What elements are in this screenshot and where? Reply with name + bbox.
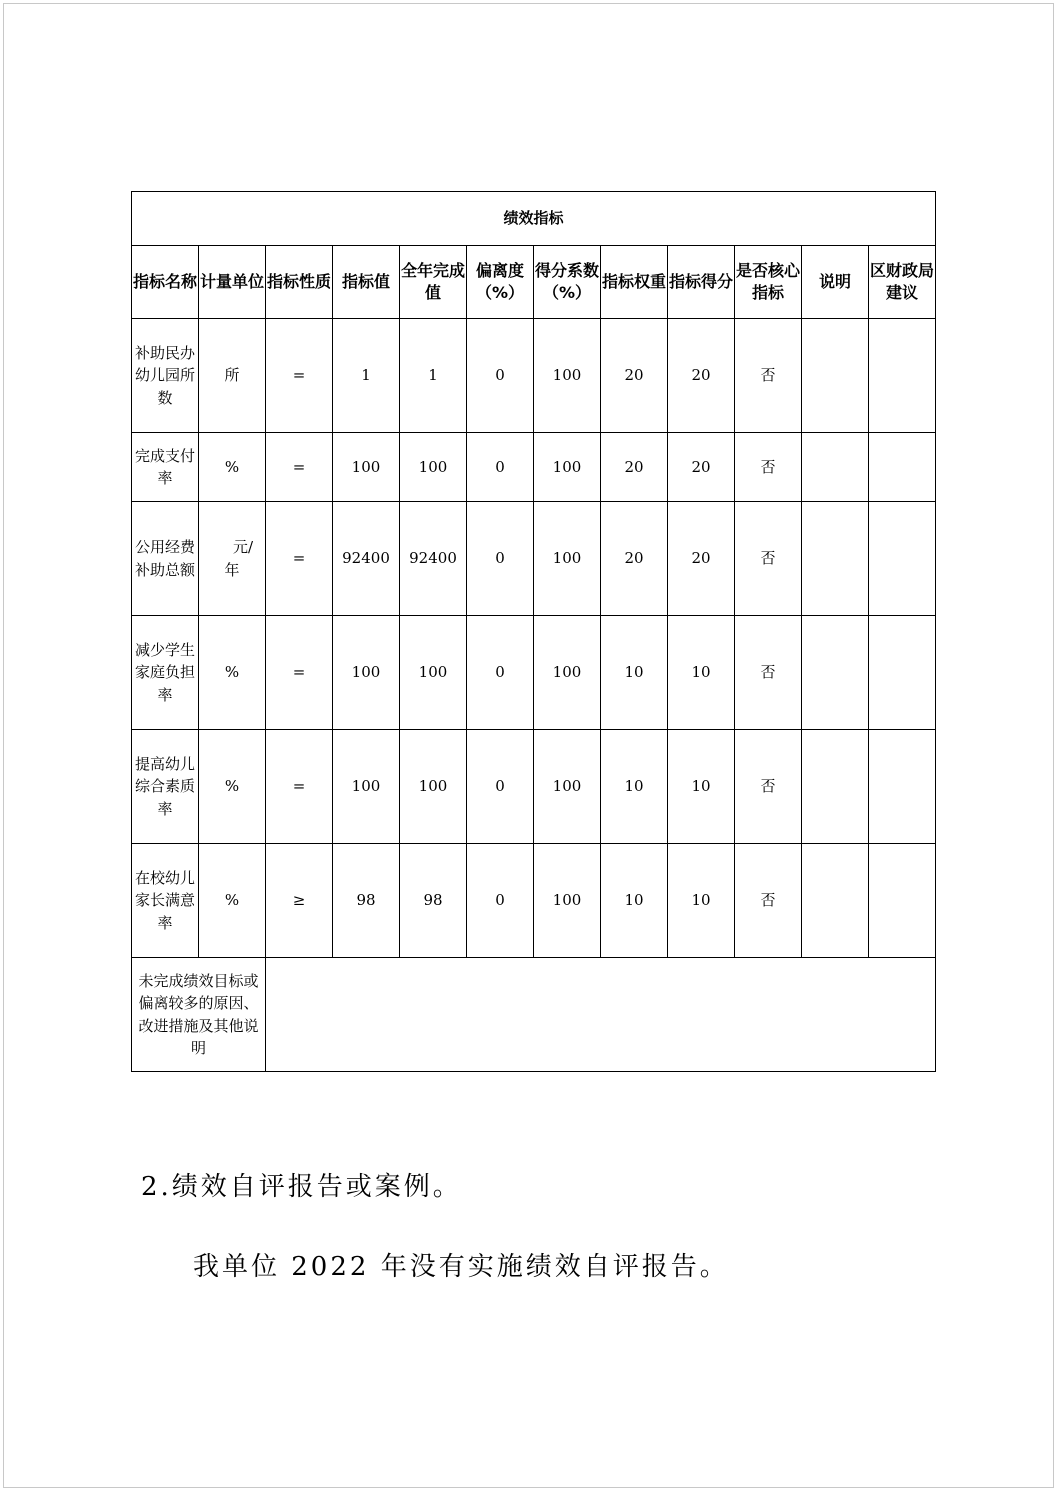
- note-cell: [802, 319, 869, 433]
- advice-cell: [869, 616, 936, 730]
- unit-cell: %: [199, 730, 266, 844]
- nature-cell: =: [266, 433, 333, 502]
- target-cell: 100: [333, 616, 400, 730]
- core-cell: 否: [735, 616, 802, 730]
- deviation-cell: 0: [467, 319, 534, 433]
- body-paragraph: 我单位 2022 年没有实施绩效自评报告。: [193, 1252, 729, 1282]
- actual-cell: 100: [400, 433, 467, 502]
- unit-cell: 所: [199, 319, 266, 433]
- header-cell: 指标名称: [132, 246, 199, 319]
- deviation-cell: 0: [467, 730, 534, 844]
- header-cell: 得分系数（%）: [534, 246, 601, 319]
- nature-cell: =: [266, 319, 333, 433]
- unit-cell: %: [199, 616, 266, 730]
- indicator-name: 在校幼儿家长满意率: [132, 844, 199, 958]
- score-cell: 20: [668, 319, 735, 433]
- indicator-name: 公用经费补助总额: [132, 502, 199, 616]
- actual-cell: 100: [400, 616, 467, 730]
- advice-cell: [869, 844, 936, 958]
- header-cell: 区财政局建议: [869, 246, 936, 319]
- deviation-cell: 0: [467, 844, 534, 958]
- target-cell: 98: [333, 844, 400, 958]
- table-row: [132, 844, 936, 958]
- header-cell: 全年完成值: [400, 246, 467, 319]
- indicator-name: 减少学生家庭负担率: [132, 616, 199, 730]
- note-cell: [802, 433, 869, 502]
- header-cell: 说明: [802, 246, 869, 319]
- note-cell: [802, 844, 869, 958]
- core-cell: 否: [735, 844, 802, 958]
- section-heading: 2.绩效自评报告或案例。: [141, 1172, 462, 1202]
- unit-line-2: 年: [224, 560, 240, 579]
- nature-cell: =: [266, 616, 333, 730]
- coef-cell: 100: [534, 616, 601, 730]
- core-cell: 否: [735, 502, 802, 616]
- actual-cell: 92400: [400, 502, 467, 616]
- target-cell: 1: [333, 319, 400, 433]
- weight-cell: 20: [601, 433, 668, 502]
- advice-cell: [869, 319, 936, 433]
- nature-cell: =: [266, 502, 333, 616]
- note-cell: [802, 616, 869, 730]
- advice-cell: [869, 730, 936, 844]
- weight-cell: 20: [601, 319, 668, 433]
- table-footer-row: [132, 958, 936, 1072]
- weight-cell: 10: [601, 844, 668, 958]
- unit-cell: %: [199, 433, 266, 502]
- header-cell: 指标性质: [266, 246, 333, 319]
- deviation-cell: 0: [467, 502, 534, 616]
- header-cell: 指标权重: [601, 246, 668, 319]
- header-cell: 计量单位: [199, 246, 266, 319]
- actual-cell: 1: [400, 319, 467, 433]
- table-row: [132, 502, 936, 616]
- unit-line-1: 元/: [232, 538, 253, 556]
- header-cell: 指标值: [333, 246, 400, 319]
- target-cell: 92400: [333, 502, 400, 616]
- table-title: 绩效指标: [132, 192, 936, 246]
- weight-cell: 20: [601, 502, 668, 616]
- header-cell: 是否核心指标: [735, 246, 802, 319]
- performance-indicator-table: [131, 191, 936, 1072]
- score-cell: 10: [668, 730, 735, 844]
- unit-cell: [199, 502, 266, 616]
- core-cell: 否: [735, 319, 802, 433]
- indicator-name: 完成支付率: [132, 433, 199, 502]
- footer-label: 未完成绩效目标或偏离较多的原因、改进措施及其他说明: [132, 958, 266, 1072]
- score-cell: 20: [668, 502, 735, 616]
- deviation-cell: 0: [467, 433, 534, 502]
- deviation-cell: 0: [467, 616, 534, 730]
- core-cell: 否: [735, 730, 802, 844]
- header-cell: 偏离度（%）: [467, 246, 534, 319]
- table-row: [132, 730, 936, 844]
- actual-cell: 98: [400, 844, 467, 958]
- nature-cell: ≥: [266, 844, 333, 958]
- score-cell: 20: [668, 433, 735, 502]
- nature-cell: =: [266, 730, 333, 844]
- note-cell: [802, 730, 869, 844]
- coef-cell: 100: [534, 433, 601, 502]
- advice-cell: [869, 502, 936, 616]
- score-cell: 10: [668, 844, 735, 958]
- table-header-row: [132, 246, 936, 319]
- coef-cell: 100: [534, 844, 601, 958]
- indicator-name: 提高幼儿综合素质率: [132, 730, 199, 844]
- note-cell: [802, 502, 869, 616]
- footer-value: [266, 958, 936, 1072]
- indicator-name: 补助民办幼儿园所数: [132, 319, 199, 433]
- target-cell: 100: [333, 730, 400, 844]
- coef-cell: 100: [534, 319, 601, 433]
- core-cell: 否: [735, 433, 802, 502]
- table-row: [132, 319, 936, 433]
- target-cell: 100: [333, 433, 400, 502]
- score-cell: 10: [668, 616, 735, 730]
- weight-cell: 10: [601, 616, 668, 730]
- weight-cell: 10: [601, 730, 668, 844]
- unit-cell: %: [199, 844, 266, 958]
- table-row: [132, 433, 936, 502]
- advice-cell: [869, 433, 936, 502]
- header-cell: 指标得分: [668, 246, 735, 319]
- table-row: [132, 616, 936, 730]
- coef-cell: 100: [534, 502, 601, 616]
- actual-cell: 100: [400, 730, 467, 844]
- coef-cell: 100: [534, 730, 601, 844]
